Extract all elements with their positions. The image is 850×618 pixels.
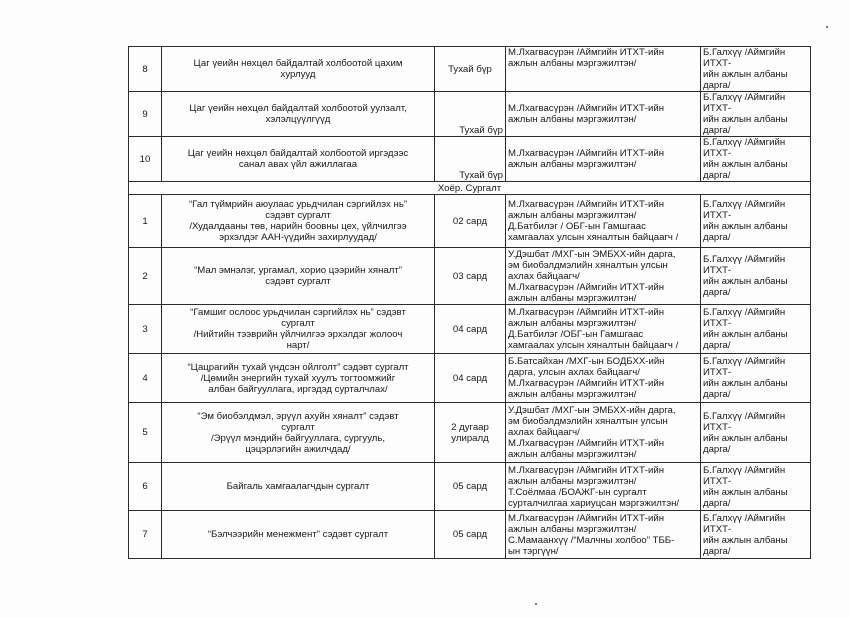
row-supervisor: Б.Галхүү /Аймгийн ИТХТ- ийн ажлын албаны дарга/ [701,248,811,305]
row-time: 05 сард [435,463,506,511]
table-row [129,137,811,182]
scan-speck [535,603,537,605]
row-number: 10 [129,137,162,182]
row-time: 03 сард [435,248,506,305]
row-time: 02 сард [435,195,506,248]
row-responsible: М.Лхагвасүрэн /Аймгийн ИТХТ-ийн ажлын албаны мэргэжилтэн/ Д.Батбилэг / ОБГ-ын Гамшгаас хамгаалах улсын хяналтын байцаагч / [506,195,701,248]
table-row [129,305,811,354]
row-responsible: М.Лхагвасүрэн /Аймгийн ИТХТ-ийн ажлын албаны мэргэжилтэн/ [506,47,701,92]
row-responsible: У.Дэшбат /МХГ-ын ЭМБХХ-ийн дарга, эм биобэлдмэлийн хяналтын улсын ахлах байцаагч/ М.Лхагвасүрэн /Аймгийн ИТХТ-ийн ажлын албаны мэргэжилтэн/ [506,403,701,463]
row-number: 4 [129,354,162,403]
scan-speck [826,26,828,28]
row-time: Тухай бүр [435,137,506,182]
row-supervisor: Б.Галхүү /Аймгийн ИТХТ- ийн ажлын албаны дарга/ [701,47,811,92]
row-topic: “Цацрагийн тухай үндсэн ойлголт” сэдэвт сургалт /Цөмийн энергийн тухай хуулъ тогтоомжийг албан байгууллага, иргэдэд сурталчлах/ [162,354,435,403]
row-topic: Цаг үеийн нөхцөл байдалтай холбоотой иргэдээс санал авах үйл ажиллагаа [162,137,435,182]
row-responsible: М.Лхагвасүрэн /Аймгийн ИТХТ-ийн ажлын албаны мэргэжилтэн/ С.Мамаанхүү /“Малчны холбоо” ТББ- ын тэргүүн/ [506,511,701,559]
row-topic: Цаг үеийн нөхцөл байдалтай холбоотой уулзалт, хэлэлцүүлгүүд [162,92,435,137]
row-time: Тухай бүр [435,47,506,92]
row-time: 05 сард [435,511,506,559]
table-row [129,248,811,305]
table-row [129,92,811,137]
table-row [129,354,811,403]
training-plan-table [128,46,811,559]
table-row [129,403,811,463]
row-supervisor: Б.Галхүү /Аймгийн ИТХТ- ийн ажлын албаны дарга/ [701,137,811,182]
row-time: 04 сард [435,354,506,403]
row-supervisor: Б.Галхүү /Аймгийн ИТХТ- ийн ажлын албаны дарга/ [701,354,811,403]
row-topic: “Мал эмнэлэг, ургамал, хорио цээрийн хяналт” сэдэвт сургалт [162,248,435,305]
table-row [129,47,811,92]
row-topic: “Эм биобэлдмэл, эрүүл ахуйн хяналт” сэдэвт сургалт /Эрүүл мэндийн байгууллага, сургууль, цэцэрлэгийн ажилчдад/ [162,403,435,463]
row-supervisor: Б.Галхүү /Аймгийн ИТХТ- ийн ажлын албаны дарга/ [701,463,811,511]
row-supervisor: Б.Галхүү /Аймгийн ИТХТ- ийн ажлын албаны дарга/ [701,195,811,248]
row-responsible: М.Лхагвасүрэн /Аймгийн ИТХТ-ийн ажлын албаны мэргэжилтэн/ Т.Соёлмаа /БОАЖГ-ын сургалт сурталчилгаа хариуцсан мэргэжилтэн/ [506,463,701,511]
row-topic: “Гамшиг ослоос урьдчилан сэргийлэх нь” сэдэвт сургалт /Нийтийн тээврийн үйлчилгээ эрхэлдэг жолооч нарт/ [162,305,435,354]
row-number: 1 [129,195,162,248]
row-time: 04 сард [435,305,506,354]
row-topic: Цаг үеийн нөхцөл байдалтай холбоотой цахим хурлууд [162,47,435,92]
row-number: 7 [129,511,162,559]
row-responsible: У.Дэшбат /МХГ-ын ЭМБХХ-ийн дарга, эм биобэлдмэлийн хяналтын улсын ахлах байцаагч/ М.Лхагвасүрэн /Аймгийн ИТХТ-ийн ажлын албаны мэргэжилтэн/ [506,248,701,305]
row-number: 6 [129,463,162,511]
row-responsible: М.Лхагвасүрэн /Аймгийн ИТХТ-ийн ажлын албаны мэргэжилтэн/ Д.Батбилэг /ОБГ-ын Гамшгаас хамгаалах улсын хяналтын байцаагч / [506,305,701,354]
row-supervisor: Б.Галхүү /Аймгийн ИТХТ- ийн ажлын албаны дарга/ [701,92,811,137]
row-responsible: М.Лхагвасүрэн /Аймгийн ИТХТ-ийн ажлын албаны мэргэжилтэн/ [506,92,701,137]
row-responsible: Б.Батсайхан /МХГ-ын БОДБХХ-ийн дарга, улсын ахлах байцаагч/ М.Лхагвасүрэн /Аймгийн ИТХТ-ийн ажлын албаны мэргэжилтэн/ [506,354,701,403]
row-supervisor: Б.Галхүү /Аймгийн ИТХТ- ийн ажлын албаны дарга/ [701,403,811,463]
row-number: 9 [129,92,162,137]
table-row [129,463,811,511]
row-number: 8 [129,47,162,92]
row-supervisor: Б.Галхүү /Аймгийн ИТХТ- ийн ажлын албаны дарга/ [701,305,811,354]
row-number: 3 [129,305,162,354]
row-topic: Байгаль хамгаалагчдын сургалт [162,463,435,511]
row-number: 2 [129,248,162,305]
row-number: 5 [129,403,162,463]
row-topic: “Бэлчээрийн менежмент” сэдэвт сургалт [162,511,435,559]
section-header-row [129,182,811,195]
table-body [129,47,811,559]
table-row [129,195,811,248]
row-topic: “Гал түймрийн аюулаас урьдчилан сэргийлэх нь” сэдэвт сургалт /Худалдааны төв, нарийн боовны цех, үйлчилгээ эрхэлдэг ААН-үүдийн захирлуудад/ [162,195,435,248]
section-title: Хоёр. Сургалт [129,182,811,195]
row-supervisor: Б.Галхүү /Аймгийн ИТХТ- ийн ажлын албаны дарга/ [701,511,811,559]
row-time: Тухай бүр [435,92,506,137]
row-time: 2 дугаар улиралд [435,403,506,463]
table-row [129,511,811,559]
row-responsible: М.Лхагвасүрэн /Аймгийн ИТХТ-ийн ажлын албаны мэргэжилтэн/ [506,137,701,182]
